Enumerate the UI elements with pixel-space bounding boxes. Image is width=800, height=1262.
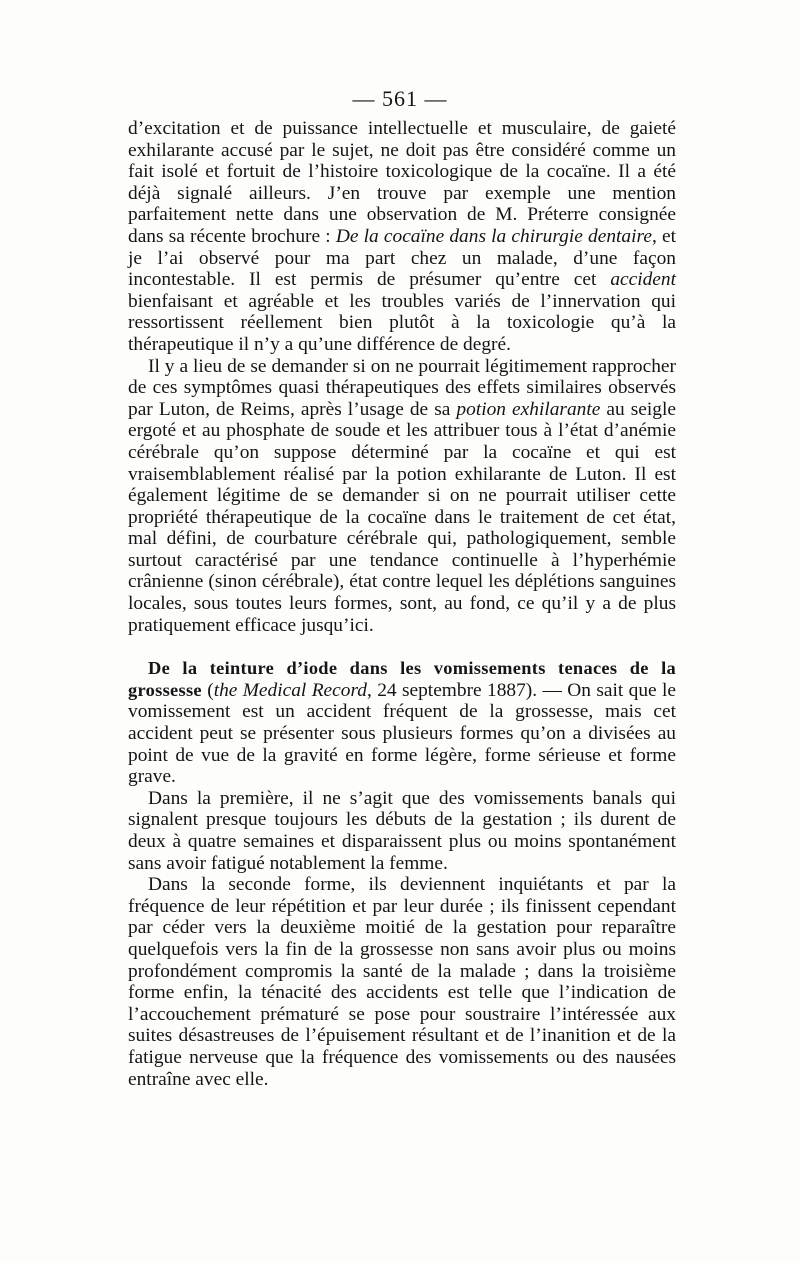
text-run: , 24 septembre 1887). — On sait que le vomissement est un accident fréquent de la grossesse, mais cet accident peut se présenter sous plusieurs formes qu’on a divisées au point de vue de la gravité en forme légère, forme sérieuse et forme grave.	[128, 679, 676, 788]
section-heading: De la teinture d’iode dans les vomissements tenaces de la grossesse	[128, 658, 676, 700]
paragraph-continuation	[128, 118, 676, 356]
paragraph-luton	[128, 356, 676, 637]
text-run: d’excitation et de puissance intellectuelle et musculaire, de gaieté exhilarante accusé par le sujet, ne doit pas être considéré comme un fait isolé et fortuit de l’histoire toxicologique de la cocaïne. Il a été déjà signalé ailleurs. J’en trouve par exemple une mention parfaitement nette dans une observation de M. Préterre consignée dans sa récente brochure :	[128, 118, 676, 247]
italic-text: the Medical Record	[213, 679, 367, 701]
text-run: bienfaisant et agréable et les troubles variés de l’innervation qui ressortissent réellement bien plutôt à la toxicologie qu’à la thérapeutique il n’y a qu’une différence de degré.	[128, 290, 676, 355]
paragraph-iode-heading	[128, 658, 676, 788]
page-number: — 561 —	[352, 86, 448, 111]
text-run: au seigle ergoté et au phosphate de soude et les attribuer tous à l’état d’anémie cérébrale qu’on suppose déterminé par la cocaïne et qui est vraisemblablement réalisé par la potion exhilarante de Luton. Il est également légitime de se demander si on ne pourrait utiliser cette propriété thérapeutique de la cocaïne dans le traitement de cet état, mal défini, de courbature cérébrale qui, pathologiquement, semble surtout caractérisé par une tendance continuelle à l’hyperhémie crânienne (sinon cérébrale), état contre lequel les déplétions sanguines locales, sous toutes leurs formes, sont, au fond, ce qu’il y a de plus pratiquement efficace jusqu’ici.	[128, 398, 676, 636]
italic-text: potion exhilarante	[456, 398, 601, 420]
body-text	[128, 118, 676, 1090]
italic-text: De la cocaïne dans la chirurgie dentaire	[335, 225, 652, 247]
text-run: (	[201, 679, 214, 701]
paragraph-seconde-forme	[128, 874, 676, 1090]
text-run: , et je l’ai observé pour ma part chez un malade, d’une façon incontestable. Il est permis de présumer qu’entre cet	[128, 225, 676, 291]
italic-text: accident	[610, 269, 676, 291]
text-run: Dans la seconde forme, ils deviennent inquiétants et par la fréquence de leur répétition et par leur durée ; ils finissent cependant par céder vers la deuxième moitié de la gestation pour reparaître quelquefois vers la fin de la grossesse non sans avoir plus ou moins profondément compromis la santé de la malade ; dans la troisième forme enfin, la ténacité des accidents est telle que l’indication de l’accouchement prématuré se pose pour soustraire l’intéressée aux suites désastreuses de l’épuisement résultant et de l’inanition et de la fatigue nerveuse que la fréquence des vomissements ou des nausées entraîne avec elle.	[128, 874, 676, 1090]
text-run: Dans la première, il ne s’agit que des vomissements banals qui signalent presque toujours les débuts de la gestation ; ils durent de deux à quatre semaines et disparaissent plus ou moins spontanément sans avoir fatigué notablement la femme.	[128, 787, 676, 874]
paragraph-premiere-forme	[128, 788, 676, 874]
text-run: Il y a lieu de se demander si on ne pourrait légitimement rapprocher de ces symptômes quasi thérapeutiques des effets similaires observés par Luton, de Reims, après l’usage de sa	[128, 355, 676, 420]
section-gap	[128, 636, 676, 658]
